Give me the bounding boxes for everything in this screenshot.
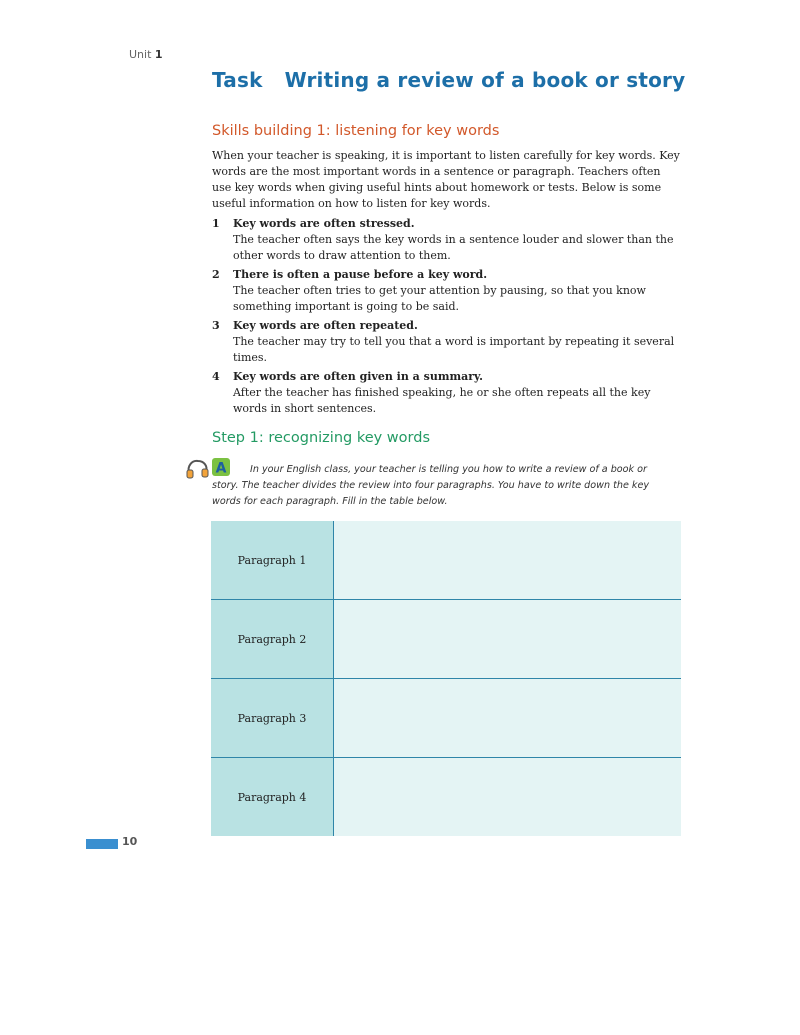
list-item bbox=[212, 318, 682, 366]
table-row bbox=[211, 600, 681, 679]
unit-number: 1 bbox=[154, 48, 163, 61]
list-item-title: Key words are often repeated. bbox=[233, 319, 418, 332]
list-item-body: The teacher may try to tell you that a word is important by repeating it several times. bbox=[233, 335, 675, 364]
list-item bbox=[212, 369, 682, 417]
list-item-title: Key words are often stressed. bbox=[233, 217, 415, 230]
activity-instruction: In your English class, your teacher is telling you how to write a review of a book or story. The teacher divides the review into four paragraphs. You have to write down the key words for each paragraph. Fill in the table below. bbox=[212, 464, 650, 507]
paragraph-answer-cell[interactable] bbox=[334, 758, 682, 837]
list-item-body: The teacher often says the key words in a sentence louder and slower than the other words to draw attention to them. bbox=[233, 233, 674, 262]
list-item-number: 3 bbox=[212, 319, 220, 332]
key-words-list bbox=[212, 216, 682, 420]
list-item-number: 1 bbox=[212, 217, 220, 230]
skills-heading: Skills building 1: listening for key words bbox=[212, 123, 500, 139]
paragraph-label: Paragraph 1 bbox=[211, 521, 334, 600]
paragraph-label: Paragraph 3 bbox=[211, 679, 334, 758]
paragraph-answer-cell[interactable] bbox=[334, 521, 682, 600]
list-item-number: 4 bbox=[212, 370, 220, 383]
list-item bbox=[212, 267, 682, 315]
table-row bbox=[211, 758, 681, 837]
page-number-bar bbox=[86, 839, 118, 849]
page-number: 10 bbox=[122, 835, 138, 848]
skills-intro-paragraph: When your teacher is speaking, it is important to listen carefully for key words. Key words are the most important words in a sentence or paragraph. Teachers often use key words when giving useful hints about homework or tests. Below is some useful information on how to listen for key words. bbox=[212, 149, 680, 210]
step-heading: Step 1: recognizing key words bbox=[212, 430, 431, 446]
activity-letter: A bbox=[215, 460, 227, 476]
paragraph-label: Paragraph 2 bbox=[211, 600, 334, 679]
list-item-number: 2 bbox=[212, 268, 220, 281]
task-title-text: Writing a review of a book or story bbox=[284, 68, 686, 92]
paragraph-answer-cell[interactable] bbox=[334, 600, 682, 679]
headphones-icon bbox=[185, 458, 211, 480]
key-words-table bbox=[211, 521, 681, 836]
list-item-body: The teacher often tries to get your attention by pausing, so that you know something important is going to be said. bbox=[233, 284, 646, 313]
unit-label bbox=[129, 48, 163, 61]
unit-word: Unit bbox=[129, 48, 152, 61]
list-item bbox=[212, 216, 682, 264]
paragraph-label: Paragraph 4 bbox=[211, 758, 334, 837]
list-item-title: Key words are often given in a summary. bbox=[233, 370, 483, 383]
table-row bbox=[211, 521, 681, 600]
paragraph-answer-cell[interactable] bbox=[334, 679, 682, 758]
list-item-title: There is often a pause before a key word. bbox=[233, 268, 488, 281]
list-item-body: After the teacher has finished speaking, he or she often repeats all the key words in short sentences. bbox=[233, 386, 651, 415]
table-row bbox=[211, 679, 681, 758]
task-word: Task bbox=[212, 68, 263, 92]
page-title bbox=[212, 68, 685, 92]
